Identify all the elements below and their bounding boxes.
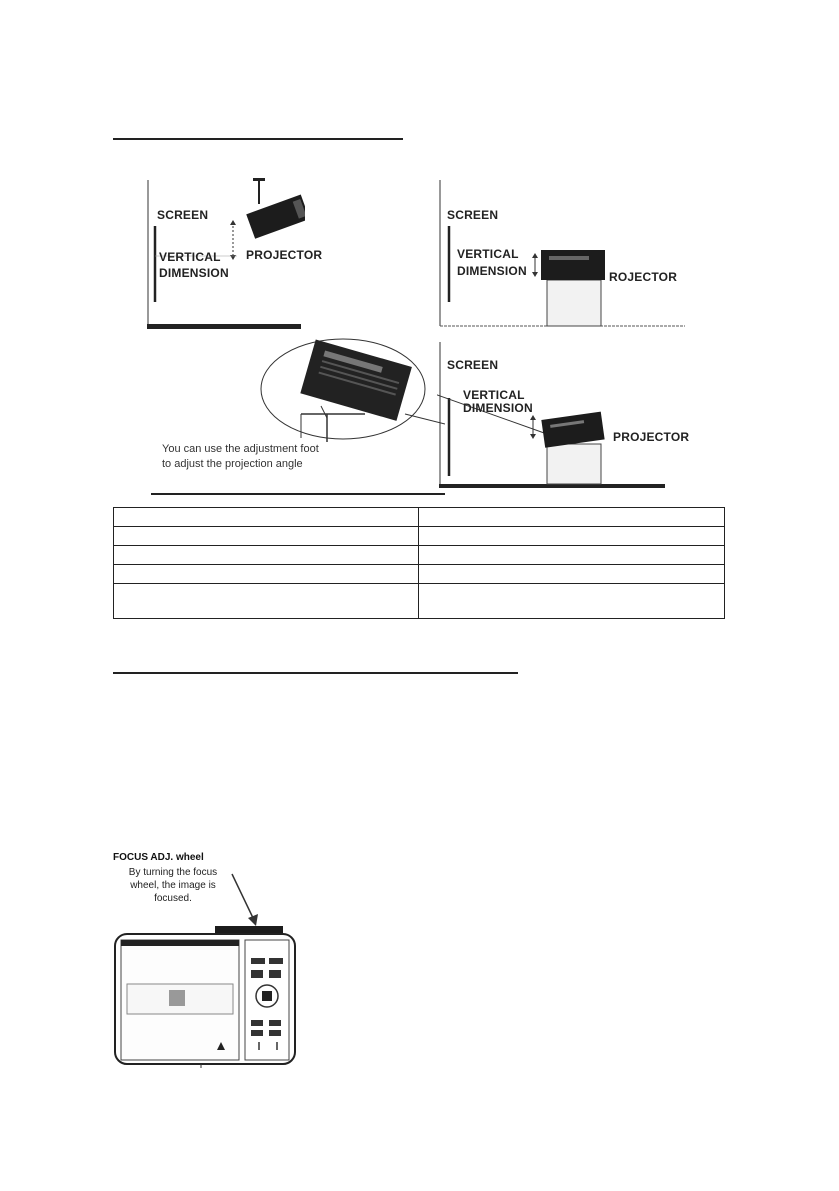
table-cell-right: [419, 527, 725, 546]
diagram-table-mount: [437, 176, 687, 332]
adjustment-foot-drawing: [145, 336, 445, 496]
section-heading-underline-1: [113, 138, 403, 140]
dimension-label: DIMENSION: [463, 401, 533, 415]
focus-arrow-icon: [226, 870, 266, 930]
adjustment-note-line-1: You can use the adjustment foot: [162, 443, 319, 455]
adjustment-note-line-2: to adjust the projection angle: [162, 458, 303, 470]
projector-icon: [541, 412, 604, 448]
focus-callout-title: FOCUS ADJ. wheel: [113, 852, 204, 863]
screen-label: SCREEN: [447, 358, 499, 372]
table-cell-left: [114, 584, 419, 619]
focus-callout-description: [118, 866, 228, 905]
table-row: [114, 565, 725, 584]
dimension-label: DIMENSION: [159, 266, 229, 280]
vertical-label: VERTICAL: [457, 247, 519, 261]
table-cell-right: [419, 584, 725, 619]
vertical-label: VERTICAL: [159, 250, 221, 264]
dimension-label: DIMENSION: [457, 264, 527, 278]
diagram-ceiling-mount: [145, 176, 323, 332]
projector-zoomed-icon: [300, 339, 412, 420]
diagram-angled-projection: [437, 338, 690, 496]
projector-label: ROJECTOR: [609, 270, 678, 284]
section-heading-underline-2: [113, 672, 518, 674]
screen-label: SCREEN: [447, 208, 499, 222]
focus-wheel: [215, 926, 283, 934]
focus-desc-line-1: By turning the focus: [128, 867, 218, 878]
focus-desc-line-2: wheel, the image is: [130, 880, 216, 891]
table-cell-left: [114, 527, 419, 546]
control-button: [269, 958, 283, 964]
control-button: [251, 958, 265, 964]
table-cell-left: [114, 508, 419, 527]
projector-label: PROJECTOR: [246, 248, 323, 262]
control-button: [269, 1030, 281, 1036]
control-button: [251, 970, 263, 978]
table-row: [114, 546, 725, 565]
table-row: [114, 584, 725, 619]
projector-top-view: [113, 924, 298, 1069]
table-cell-left: [114, 546, 419, 565]
table-stand: [547, 444, 601, 484]
projector-top-view-drawing: [113, 924, 298, 1069]
table-stand: [547, 280, 601, 326]
table-cell-right: [419, 508, 725, 527]
projection-distance-table: [113, 507, 725, 619]
focus-desc-line-3: focused.: [154, 893, 192, 904]
screen-label: SCREEN: [157, 208, 209, 222]
diagram-adjustment-foot: [145, 336, 445, 496]
table-cell-right: [419, 565, 725, 584]
control-button: [251, 1020, 263, 1026]
control-button: [251, 1030, 263, 1036]
table-cell-right: [419, 546, 725, 565]
table-row: [114, 527, 725, 546]
projector-label: PROJECTOR: [613, 430, 690, 444]
floor-bar: [439, 484, 665, 488]
floor-bar: [147, 324, 301, 329]
projector-icon: [246, 195, 305, 239]
table-cell-left: [114, 565, 419, 584]
table-row: [114, 508, 725, 527]
projector-icon: [541, 250, 605, 280]
vertical-label: VERTICAL: [463, 388, 525, 402]
control-button: [269, 970, 281, 978]
control-button: [269, 1020, 281, 1026]
